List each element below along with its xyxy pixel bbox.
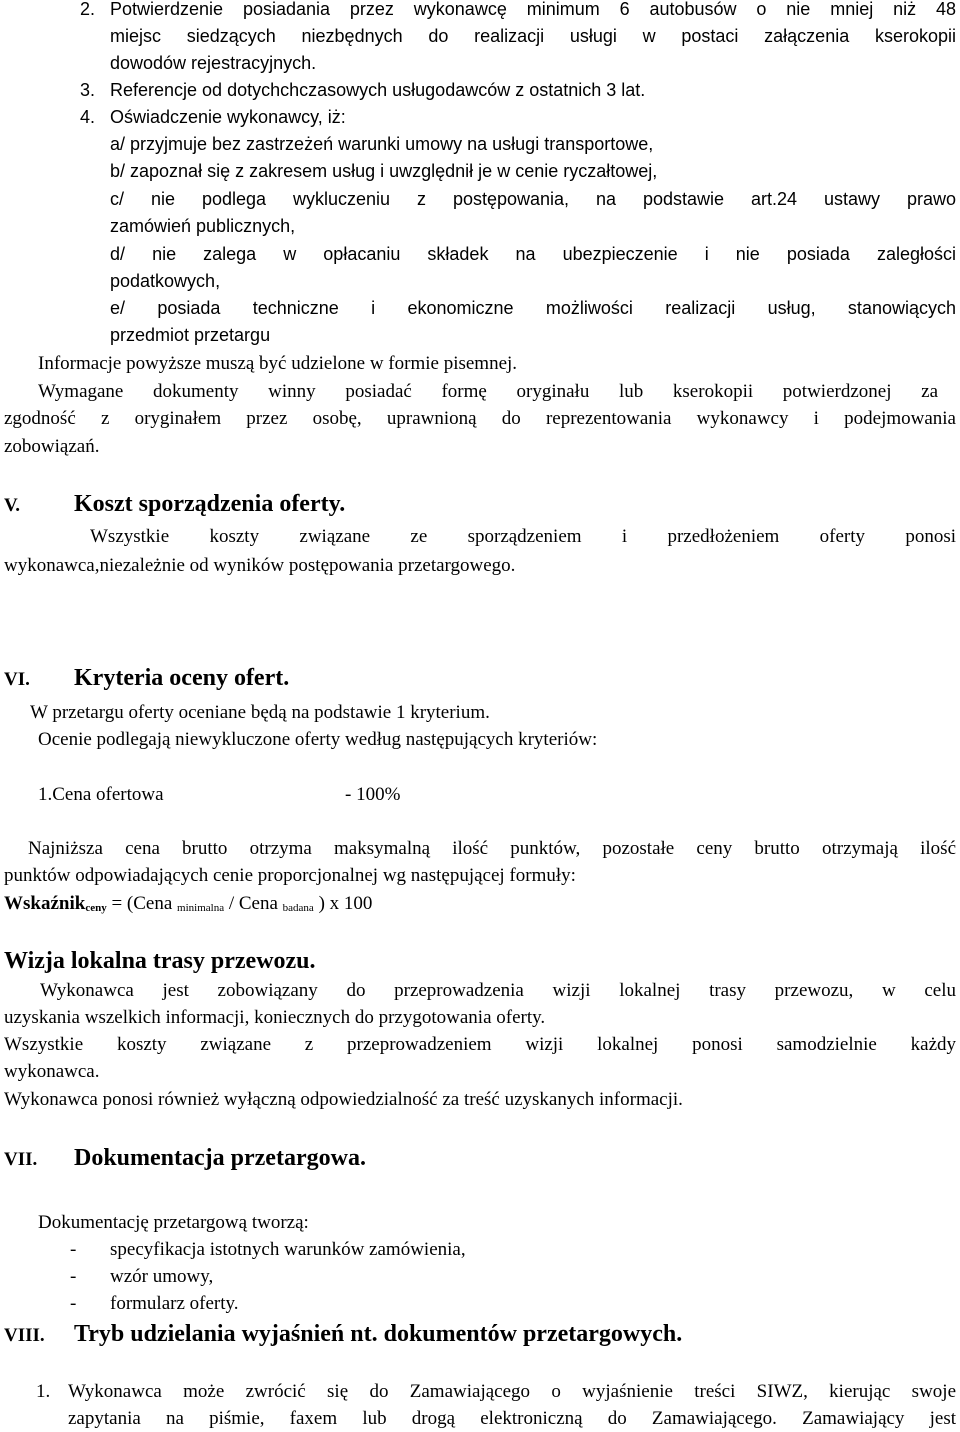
text-line: Wszystkie koszty związane z przeprowadzeniem wizji lokalnej ponosi samodzielnie każdy [4, 1034, 956, 1055]
list-dash: - [70, 1266, 77, 1287]
formula-close: ) x 100 [318, 893, 373, 914]
text-line: Ocenie podlegają niewykluczone oferty według następujących kryteriów: [38, 729, 598, 750]
section-title: Dokumentacja przetargowa. [74, 1145, 366, 1171]
section-title: Kryteria oceny ofert. [74, 665, 290, 691]
formula-slash: / Cena [228, 893, 278, 914]
text-line: miejsc siedzących niezbędnych do realizacji usługi w postaci załączenia kserokopii [110, 26, 956, 46]
text-line: Potwierdzenie posiadania przez wykonawcę minimum 6 autobusów o nie mniej niż 48 [110, 0, 956, 19]
text-line: Dokumentację przetargową tworzą: [38, 1212, 309, 1233]
formula-sub-min: minimalna [177, 902, 225, 914]
list-item: formularz oferty. [110, 1293, 239, 1314]
section-number: V. [4, 495, 21, 516]
section-number: VI. [4, 669, 30, 690]
text-line: uzyskania wszelkich informacji, koniecznych do przygotowania oferty. [4, 1007, 546, 1028]
text-line: e/ posiada techniczne i ekonomiczne możliwości realizacji usług, stanowiących [110, 298, 956, 318]
text-line: wykonawca. [4, 1061, 100, 1082]
text-line: Najniższa cena brutto otrzyma maksymalną ilość punktów, pozostałe ceny brutto otrzymają ilość [28, 838, 956, 859]
text-line: Referencje od dotychchczasowych usługodawców z ostatnich 3 lat. [110, 80, 646, 100]
list-item: specyfikacja istotnych warunków zamówienia, [110, 1239, 466, 1260]
text-line: zapytania na piśmie, faxem lub drogą elektroniczną do Zamawiającego. Zamawiający jest [68, 1408, 956, 1429]
text-line: Wykonawca może zwrócić się do Zamawiającego o wyjaśnienie treści SIWZ, kierując swoje [68, 1381, 956, 1402]
text-line: Wszystkie koszty związane ze sporządzeniem i przedłożeniem oferty ponosi [90, 526, 956, 547]
section-title: Wizja lokalna trasy przewozu. [4, 948, 316, 974]
text-line: Wymagane dokumenty winny posiadać formę oryginału lub kserokopii potwierdzonej za [38, 381, 938, 402]
section-title: Koszt sporządzenia oferty. [74, 491, 346, 517]
text-line: d/ nie zalega w opłacaniu składek na ubezpieczenie i nie posiada zaległości [110, 244, 956, 264]
text-line: zobowiązań. [4, 436, 100, 457]
formula-label-sub: ceny [85, 902, 107, 914]
list-number: 1. [36, 1381, 51, 1402]
formula-sub-bad: badana [282, 902, 314, 914]
formula [4, 890, 372, 922]
text-line: punktów odpowiadających cenie proporcjonalnej wg następującej formuły: [4, 865, 576, 886]
info-written-note: Informacje powyższe muszą być udzielone w formie pisemnej. [38, 353, 518, 374]
criterion-name: 1.Cena ofertowa [38, 784, 164, 805]
list-number: 3. [80, 80, 96, 100]
text-line: dowodów rejestracyjnych. [110, 53, 317, 73]
list-dash: - [70, 1239, 77, 1260]
text-line: c/ nie podlega wykluczeniu z postępowania, na podstawie art.24 ustawy prawo [110, 189, 956, 209]
criterion-weight: - 100% [345, 784, 401, 805]
text-line: wykonawca,niezależnie od wyników postępowania przetargowego. [4, 555, 516, 576]
text-line: Oświadczenie wykonawcy, iż: [110, 107, 346, 127]
list-number: 2. [80, 0, 96, 19]
text-line: Wykonawca ponosi również wyłączną odpowiedzialność za treść uzyskanych informacji. [4, 1089, 683, 1110]
formula-label: Wskaźnik [4, 893, 86, 914]
section-number: VII. [4, 1149, 38, 1170]
text-line: zamówień publicznych, [110, 216, 296, 236]
text-line: a/ przyjmuje bez zastrzeżeń warunki umowy na usługi transportowe, [110, 134, 654, 154]
list-dash: - [70, 1293, 77, 1314]
text-line: b/ zapoznał się z zakresem usług i uwzględnił je w cenie ryczałtowej, [110, 161, 658, 181]
text-line: zgodność z oryginałem przez osobę, uprawnioną do reprezentowania wykonawcy i podejmowania [4, 408, 956, 429]
list-number: 4. [80, 107, 96, 127]
text-line: Wykonawca jest zobowiązany do przeprowadzenia wizji lokalnej trasy przewozu, w celu [40, 980, 956, 1001]
formula-open: = (Cena [111, 893, 173, 914]
section-title: Tryb udzielania wyjaśnień nt. dokumentów przetargowych. [74, 1321, 683, 1347]
section-number: VIII. [4, 1325, 45, 1346]
text-line: przedmiot przetargu [110, 325, 271, 345]
text-line: podatkowych, [110, 271, 221, 291]
list-item: wzór umowy, [110, 1266, 214, 1287]
text-line: W przetargu oferty oceniane będą na podstawie 1 kryterium. [30, 702, 490, 723]
